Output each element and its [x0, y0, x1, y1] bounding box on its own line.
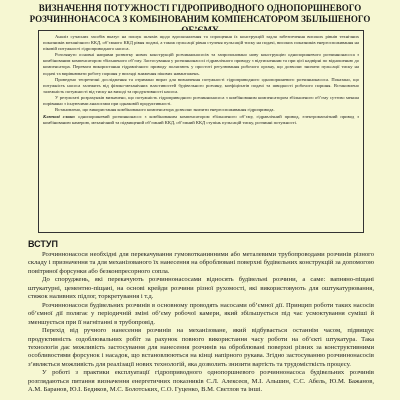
paper-title: ВИЗНАЧЕННЯ ПОТУЖНОСТІ ГІДРОПРИВОДНОГО ОДНОПОРШНЕВОГО РОЗЧИННОНАСОСА З КОМБІНОВАНИМ КОМПЕНСАТОРОМ ЗБІЛЬШЕНОГО — [29, 3, 371, 24]
body-paragraph: У роботі з практики експлуатації гідроприводного однопоршневого розчиннонасоса будівельних розчинів розглядаються питання визначення енергетичних показників С.Л. Алексеєв, М.І. Альшин, С.С. Абель, Ю.М. Бажанов, А.М. Баранов, Ю.І. Бедиков, М.С. Болотських, С.О. Гуценко, В.М. Свєтлов та інші. — [28, 369, 374, 394]
intro-body — [28, 251, 374, 400]
abstract-paragraph: Встановлено, що використання комбінованого компенсатора дозволяє знизити енергоспоживання гідропривода. — [55, 107, 275, 113]
abstract-paragraph: Аналіз сучасних засобів вказує на пошук шляхів щодо вдосконалення та спрощення їх конструкцій задля забезпечення високих рівнів технічних показників механічного ККД, об’ємного ККД рівня подачі, а також пульсації рівня ступеня пульсацій тиску на подачі, високих показників енергоспоживання на піковій потужності гідроприводного насоса. — [43, 34, 359, 52]
body-paragraph: Розчиннонасоси будівельних розчинів в основному проводять насосами об’ємної дії. Принцип роботи таких насосів об’ємної дії полягає у періодичній зміні об’єму робочої камери, який збільшується під час усмоктування суміші й зменшується при її нагнітанні в трубопровід. — [28, 301, 374, 326]
section-heading-intro: ВСТУП — [28, 239, 58, 249]
keywords-text: однопоршневий розчиннонасос з комбінованим компенсатором збільшеного об’єму, гідравлічний привод, електромагнітний привод з комбінованою камерою, механічний та підвищений об’ємний ККД, об’ємний ККД ступінь пульсацій тиску, розчинні потужності. — [43, 114, 359, 126]
abstract-paragraph: У результаті розрахунків визначено, що потужність гідроприводного розчиннонасоса з комбінованим компенсатором збільшеного об’єму суттєво менша порівняно з існуючими аналогами при однаковій продуктивності. — [43, 94, 359, 107]
body-paragraph: Розчиннонасоси необхідні для перекачування гумовотканинними або металевими трубопроводами розчинів різного складу і призначення та для механізованого їх нанесення на оброблювані поверхні будівельних конструкцій за допомогою повітряної форсунки або безконпресорного сопла. — [28, 251, 374, 275]
body-paragraph: Перехід від ручного нанесення розчинів на механізоване, який відбувається останнім часом, підвищує продуктивність оздоблювальних робіт за рахунок повного використання часу роботи на об’єкті штукатура. Така технологія дає можливість застосування для нанесення розчинів на оброблювані поверхні різних за конструктивними особливостями форсунок і насадок, що встановлюються на кінці напірного рукава. Згідно застосуванню розчиннонасосів з’являється можливість для реалізації нових технологій, яка дозволить знизити вартість та трудомісткість процесу. — [28, 327, 374, 368]
abstract-box — [38, 30, 364, 233]
keywords-label: Ключові слова: — [43, 114, 76, 120]
body-paragraph: До споруджень, які перекачують розчиннонасосами відносять будівельні розчини, а саме: вапняно-піщані штукатурні, цементно-піщані, на основі крейди розчини різної рухомості, які використовують для оштукатурювання, стяжок наливних підлог, торкретування і т.д. — [28, 276, 374, 301]
keywords — [43, 114, 359, 126]
abstract-paragraph: Розглянуто основні напрями розвитку нових конструкцій розчиннонасосів та запропоновано нову конструкцію однопоршневого розчиннонасоса з комбінованим компенсатором збільшеного об’єму. Застосування у розчиннонасосі гідравлічного приводу з відтисненням та при цієї надвірні по відношенню до компенсатора. Переваги використання гідравлічного приводу полягають у простоті регулювання робочого органу, що дозволяє знизити пульсації тиску на подачі та вирівнювати роботу поршня у вигляді зниження пікових навантажень. — [43, 52, 359, 76]
abstract-paragraph: Проведено теоретичні дослідження та отримано вираз для визначення потужності гідроприводного однопоршневого розчиннонасоса. Показано, що потужність насоса залежить від фізико-механічних властивостей будівельного розчину, коефіцієнтів подачі та швидкості робочого поршня. Встановлено залежність потужності від тиску на виході та продуктивності насоса. — [43, 76, 359, 94]
